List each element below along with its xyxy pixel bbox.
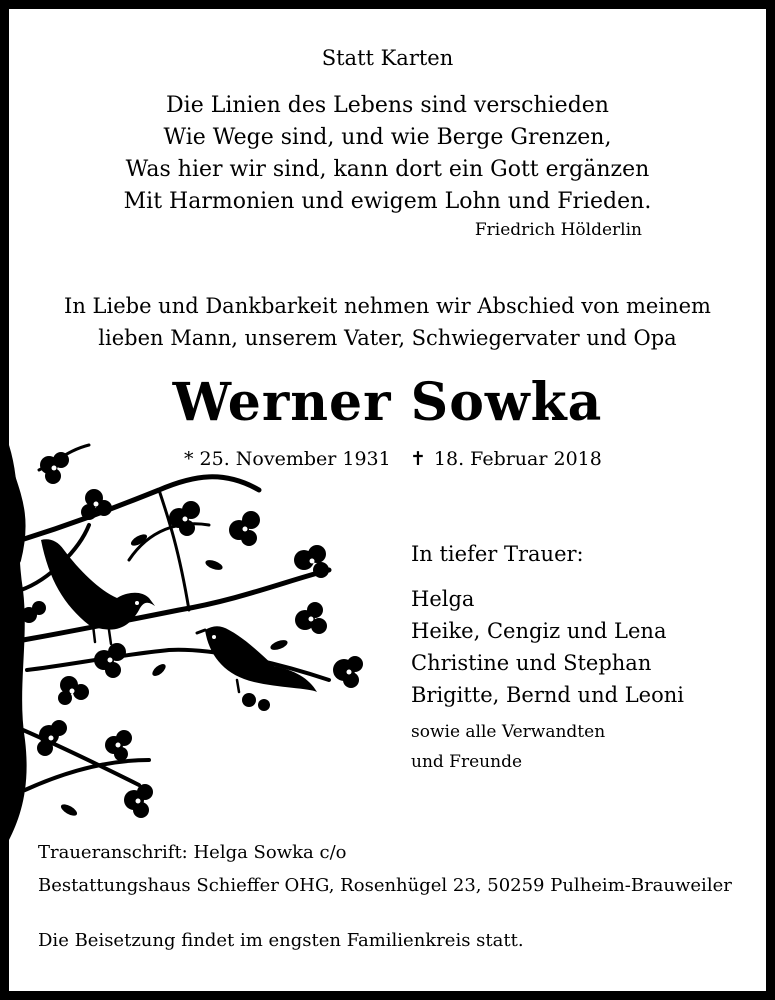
mourning-address <box>38 836 732 902</box>
relatives-line: sowie alle Verwandten <box>411 722 606 742</box>
deceased-name: Werner Sowka <box>172 372 603 433</box>
intro-line: lieben Mann, unserem Vater, Schwiegervater und Opa <box>98 326 677 350</box>
cross-icon: ✝ <box>410 448 426 470</box>
death-date: 18. Februar 2018 <box>433 448 602 470</box>
poem-line: Wie Wege sind, und wie Berge Grenzen, <box>163 125 612 150</box>
header-statt-karten: Statt Karten <box>321 46 454 70</box>
family-member: Christine und Stephan <box>411 651 652 675</box>
family-list <box>411 583 684 711</box>
family-member: Helga <box>411 587 475 611</box>
family-member: Heike, Cengiz und Lena <box>411 619 667 643</box>
intro-text <box>0 290 775 354</box>
address-line: Traueranschrift: Helga Sowka c/o <box>38 842 347 863</box>
death-date-block <box>410 448 602 470</box>
birth-date: * 25. November 1931 <box>184 448 391 470</box>
mourning-heading: In tiefer Trauer: <box>411 542 584 566</box>
branch-birds-illustration <box>9 430 369 845</box>
poem-line: Die Linien des Lebens sind verschieden <box>166 93 609 118</box>
poem-author: Friedrich Hölderlin <box>474 220 642 240</box>
family-member: Brigitte, Bernd und Leoni <box>411 683 684 707</box>
poem-line: Was hier wir sind, kann dort ein Gott ergänzen <box>125 157 650 182</box>
relatives-note <box>411 717 605 777</box>
intro-line: In Liebe und Dankbarkeit nehmen wir Abschied von meinem <box>64 294 711 318</box>
relatives-line: und Freunde <box>411 752 523 772</box>
poem-line: Mit Harmonien und ewigem Lohn und Frieden. <box>123 189 652 214</box>
burial-note: Die Beisetzung findet im engsten Familienkreis statt. <box>38 930 524 951</box>
address-line: Bestattungshaus Schieffer OHG, Rosenhügel 23, 50259 Pulheim-Brauweiler <box>38 875 732 896</box>
poem <box>0 90 775 218</box>
